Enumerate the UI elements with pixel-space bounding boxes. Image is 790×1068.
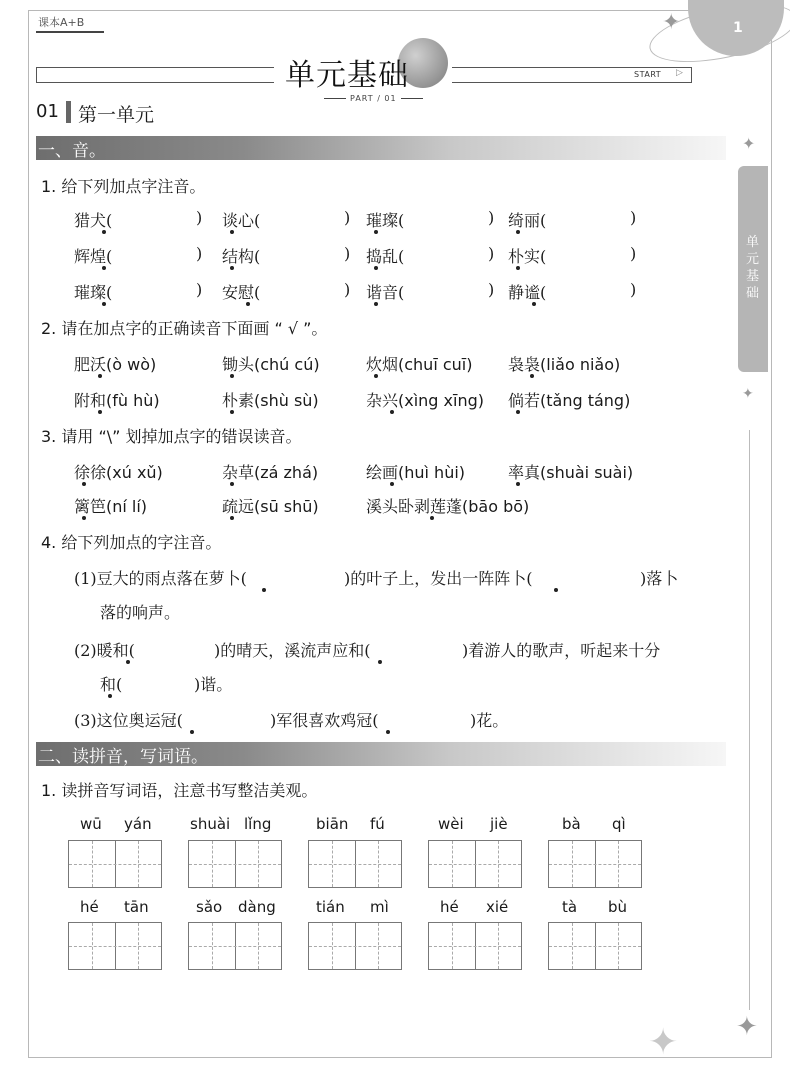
pinyin-syllable: hé — [440, 898, 459, 916]
sentence-2: )着游人的歌声，听起来十分 — [462, 641, 661, 660]
side-tab — [738, 166, 768, 372]
emphasis-dot — [516, 410, 520, 414]
pinyin-choice: 篱笆(ní lí) — [74, 497, 148, 516]
pinyin-syllable: biān — [316, 815, 349, 833]
answer-item: 谐音( — [366, 283, 405, 302]
emphasis-dot — [374, 374, 378, 378]
writing-grid[interactable] — [548, 922, 642, 970]
side-tab-label: 单元基础 — [746, 235, 760, 301]
writing-grid[interactable] — [308, 922, 402, 970]
emphasis-dot — [98, 410, 102, 414]
emphasis-dot — [516, 230, 520, 234]
answer-item: ) — [630, 244, 637, 263]
question-5: 1. 读拼音写词语，注意书写整洁美观。 — [41, 781, 318, 800]
writing-grid[interactable] — [188, 840, 282, 888]
pinyin-syllable: shuài — [190, 815, 231, 833]
brand-label: 课本A+B — [36, 14, 104, 33]
pinyin-choice: 溪头卧剥莲蓬(bāo bō) — [366, 497, 530, 516]
sentence-1: )落卜 — [640, 569, 679, 588]
unit-number: 01 — [36, 101, 59, 122]
question-4: 4. 给下列加点的字注音。 — [41, 533, 222, 552]
emphasis-dot — [390, 482, 394, 486]
emphasis-dot — [230, 410, 234, 414]
emphasis-dot — [82, 482, 86, 486]
page-number: 1 — [733, 20, 743, 36]
section-header — [36, 742, 726, 766]
answer-item: ) — [488, 280, 495, 299]
pinyin-choice: 锄头(chú cú) — [222, 355, 320, 374]
emphasis-dot — [98, 374, 102, 378]
section-label: 二、读拼音，写词语。 — [38, 747, 208, 767]
pinyin-syllable: tān — [124, 898, 149, 916]
answer-item: ) — [488, 208, 495, 227]
answer-item: 捣乱( — [366, 247, 405, 266]
answer-item: 朴实( — [508, 247, 547, 266]
start-label: START — [634, 70, 662, 79]
pinyin-syllable: qì — [612, 815, 626, 833]
emphasis-dot — [82, 516, 86, 520]
pinyin-syllable: tà — [562, 898, 578, 916]
emphasis-dot — [246, 302, 250, 306]
title-line-left — [36, 67, 274, 83]
emphasis-dot — [230, 230, 234, 234]
play-arrow-icon: ▷ — [676, 68, 683, 78]
emphasis-dot — [530, 374, 534, 378]
emphasis-dot — [516, 482, 520, 486]
emphasis-dot — [430, 516, 434, 520]
emphasis-dot — [262, 588, 266, 592]
section-header — [36, 136, 726, 160]
answer-item: 谈心( — [222, 211, 261, 230]
pinyin-syllable: fú — [370, 815, 385, 833]
pinyin-syllable: bù — [608, 898, 628, 916]
emphasis-dot — [102, 230, 106, 234]
pinyin-choice: 倘若(tǎng táng) — [508, 391, 631, 410]
sentence-2: (2)暖和( — [74, 641, 135, 660]
section-label: 一、音。 — [38, 141, 106, 161]
answer-item: ) — [344, 208, 351, 227]
answer-item: ) — [488, 244, 495, 263]
pinyin-syllable: yán — [124, 815, 152, 833]
emphasis-dot — [532, 302, 536, 306]
emphasis-dot — [230, 482, 234, 486]
emphasis-dot — [378, 660, 382, 664]
emphasis-dot — [516, 266, 520, 270]
side-rule — [749, 430, 750, 1010]
sentence-2: 和( — [100, 675, 123, 694]
pinyin-syllable: sǎo — [196, 898, 223, 916]
emphasis-dot — [390, 410, 394, 414]
emphasis-dot — [230, 374, 234, 378]
star-icon: ✦ — [662, 10, 681, 35]
writing-grid[interactable] — [68, 840, 162, 888]
page-title: 单元基础 — [285, 58, 409, 93]
unit-title: 第一单元 — [78, 104, 155, 126]
pinyin-choice: 疏远(sū shū) — [222, 497, 319, 516]
pinyin-choice: 肥沃(ò wò) — [74, 355, 157, 374]
emphasis-dot — [554, 588, 558, 592]
writing-grid[interactable] — [428, 922, 522, 970]
pinyin-choice: 绘画(huì hùi) — [366, 463, 466, 482]
sentence-3: (3)这位奥运冠( — [74, 711, 183, 730]
writing-grid[interactable] — [188, 922, 282, 970]
pinyin-choice: 炊烟(chuī cuī) — [366, 355, 473, 374]
sentence-1: )的叶子上，发出一阵阵卜( — [344, 569, 533, 588]
answer-item: 安慰( — [222, 283, 261, 302]
sentence-1: (1)豆大的雨点落在萝卜( — [74, 569, 247, 588]
emphasis-dot — [374, 302, 378, 306]
pinyin-syllable: xié — [486, 898, 509, 916]
pinyin-choice: 杂兴(xìng xīng) — [366, 391, 484, 410]
pinyin-syllable: tián — [316, 898, 345, 916]
emphasis-dot — [230, 516, 234, 520]
star-icon: ✦ — [742, 386, 754, 402]
star-icon: ✦ — [648, 1022, 679, 1063]
pinyin-syllable: jiè — [490, 815, 508, 833]
answer-item: ) — [344, 244, 351, 263]
answer-item: 绮丽( — [508, 211, 547, 230]
question-2: 2. 请在加点字的正确读音下面画 “ √ ”。 — [41, 319, 328, 338]
pinyin-syllable: lǐng — [244, 815, 272, 833]
pinyin-syllable: wū — [80, 815, 102, 833]
emphasis-dot — [108, 694, 112, 698]
answer-item: ) — [630, 280, 637, 299]
pinyin-syllable: bà — [562, 815, 581, 833]
sentence-2: )谐。 — [194, 675, 233, 694]
pinyin-syllable: dàng — [238, 898, 276, 916]
writing-grid[interactable] — [428, 840, 522, 888]
answer-item: ) — [196, 280, 203, 299]
answer-item: ) — [344, 280, 351, 299]
answer-item: ) — [196, 208, 203, 227]
emphasis-dot — [126, 660, 130, 664]
pinyin-choice: 徐徐(xú xǔ) — [74, 463, 163, 482]
pinyin-syllable: mì — [370, 898, 389, 916]
pinyin-choice: 杂草(zá zhá) — [222, 463, 319, 482]
sentence-1: 落的响声。 — [100, 603, 181, 622]
answer-item: 结构( — [222, 247, 261, 266]
star-icon: ✦ — [742, 134, 756, 153]
pinyin-choice: 朴素(shù sù) — [222, 391, 319, 410]
emphasis-dot — [230, 266, 234, 270]
pinyin-choice: 袅袅(liǎo niǎo) — [508, 355, 621, 374]
writing-grid[interactable] — [68, 922, 162, 970]
answer-item: ) — [630, 208, 637, 227]
pinyin-syllable: wèi — [438, 815, 464, 833]
emphasis-dot — [102, 302, 106, 306]
answer-item: 璀璨( — [74, 283, 113, 302]
writing-grid[interactable] — [548, 840, 642, 888]
question-3: 3. 请用 “\” 划掉加点字的错误读音。 — [41, 427, 302, 446]
question-1: 1. 给下列加点字注音。 — [41, 177, 206, 196]
answer-item: 猎犬( — [74, 211, 113, 230]
emphasis-dot — [374, 266, 378, 270]
part-label: PART / 01 — [320, 94, 427, 103]
star-icon: ✦ — [736, 1012, 758, 1042]
answer-item: 璀璨( — [366, 211, 405, 230]
answer-item: 静谧( — [508, 283, 547, 302]
pinyin-syllable: hé — [80, 898, 99, 916]
answer-item: 辉煌( — [74, 247, 113, 266]
emphasis-dot — [374, 230, 378, 234]
pinyin-choice: 率真(shuài suài) — [508, 463, 634, 482]
emphasis-dot — [386, 730, 390, 734]
sentence-3: )花。 — [470, 711, 509, 730]
sentence-3: )军很喜欢鸡冠( — [270, 711, 379, 730]
emphasis-dot — [190, 730, 194, 734]
sentence-2: )的晴天，溪流声应和( — [214, 641, 371, 660]
unit-divider — [66, 101, 71, 123]
writing-grid[interactable] — [308, 840, 402, 888]
emphasis-dot — [102, 266, 106, 270]
pinyin-choice: 附和(fù hù) — [74, 391, 160, 410]
answer-item: ) — [196, 244, 203, 263]
